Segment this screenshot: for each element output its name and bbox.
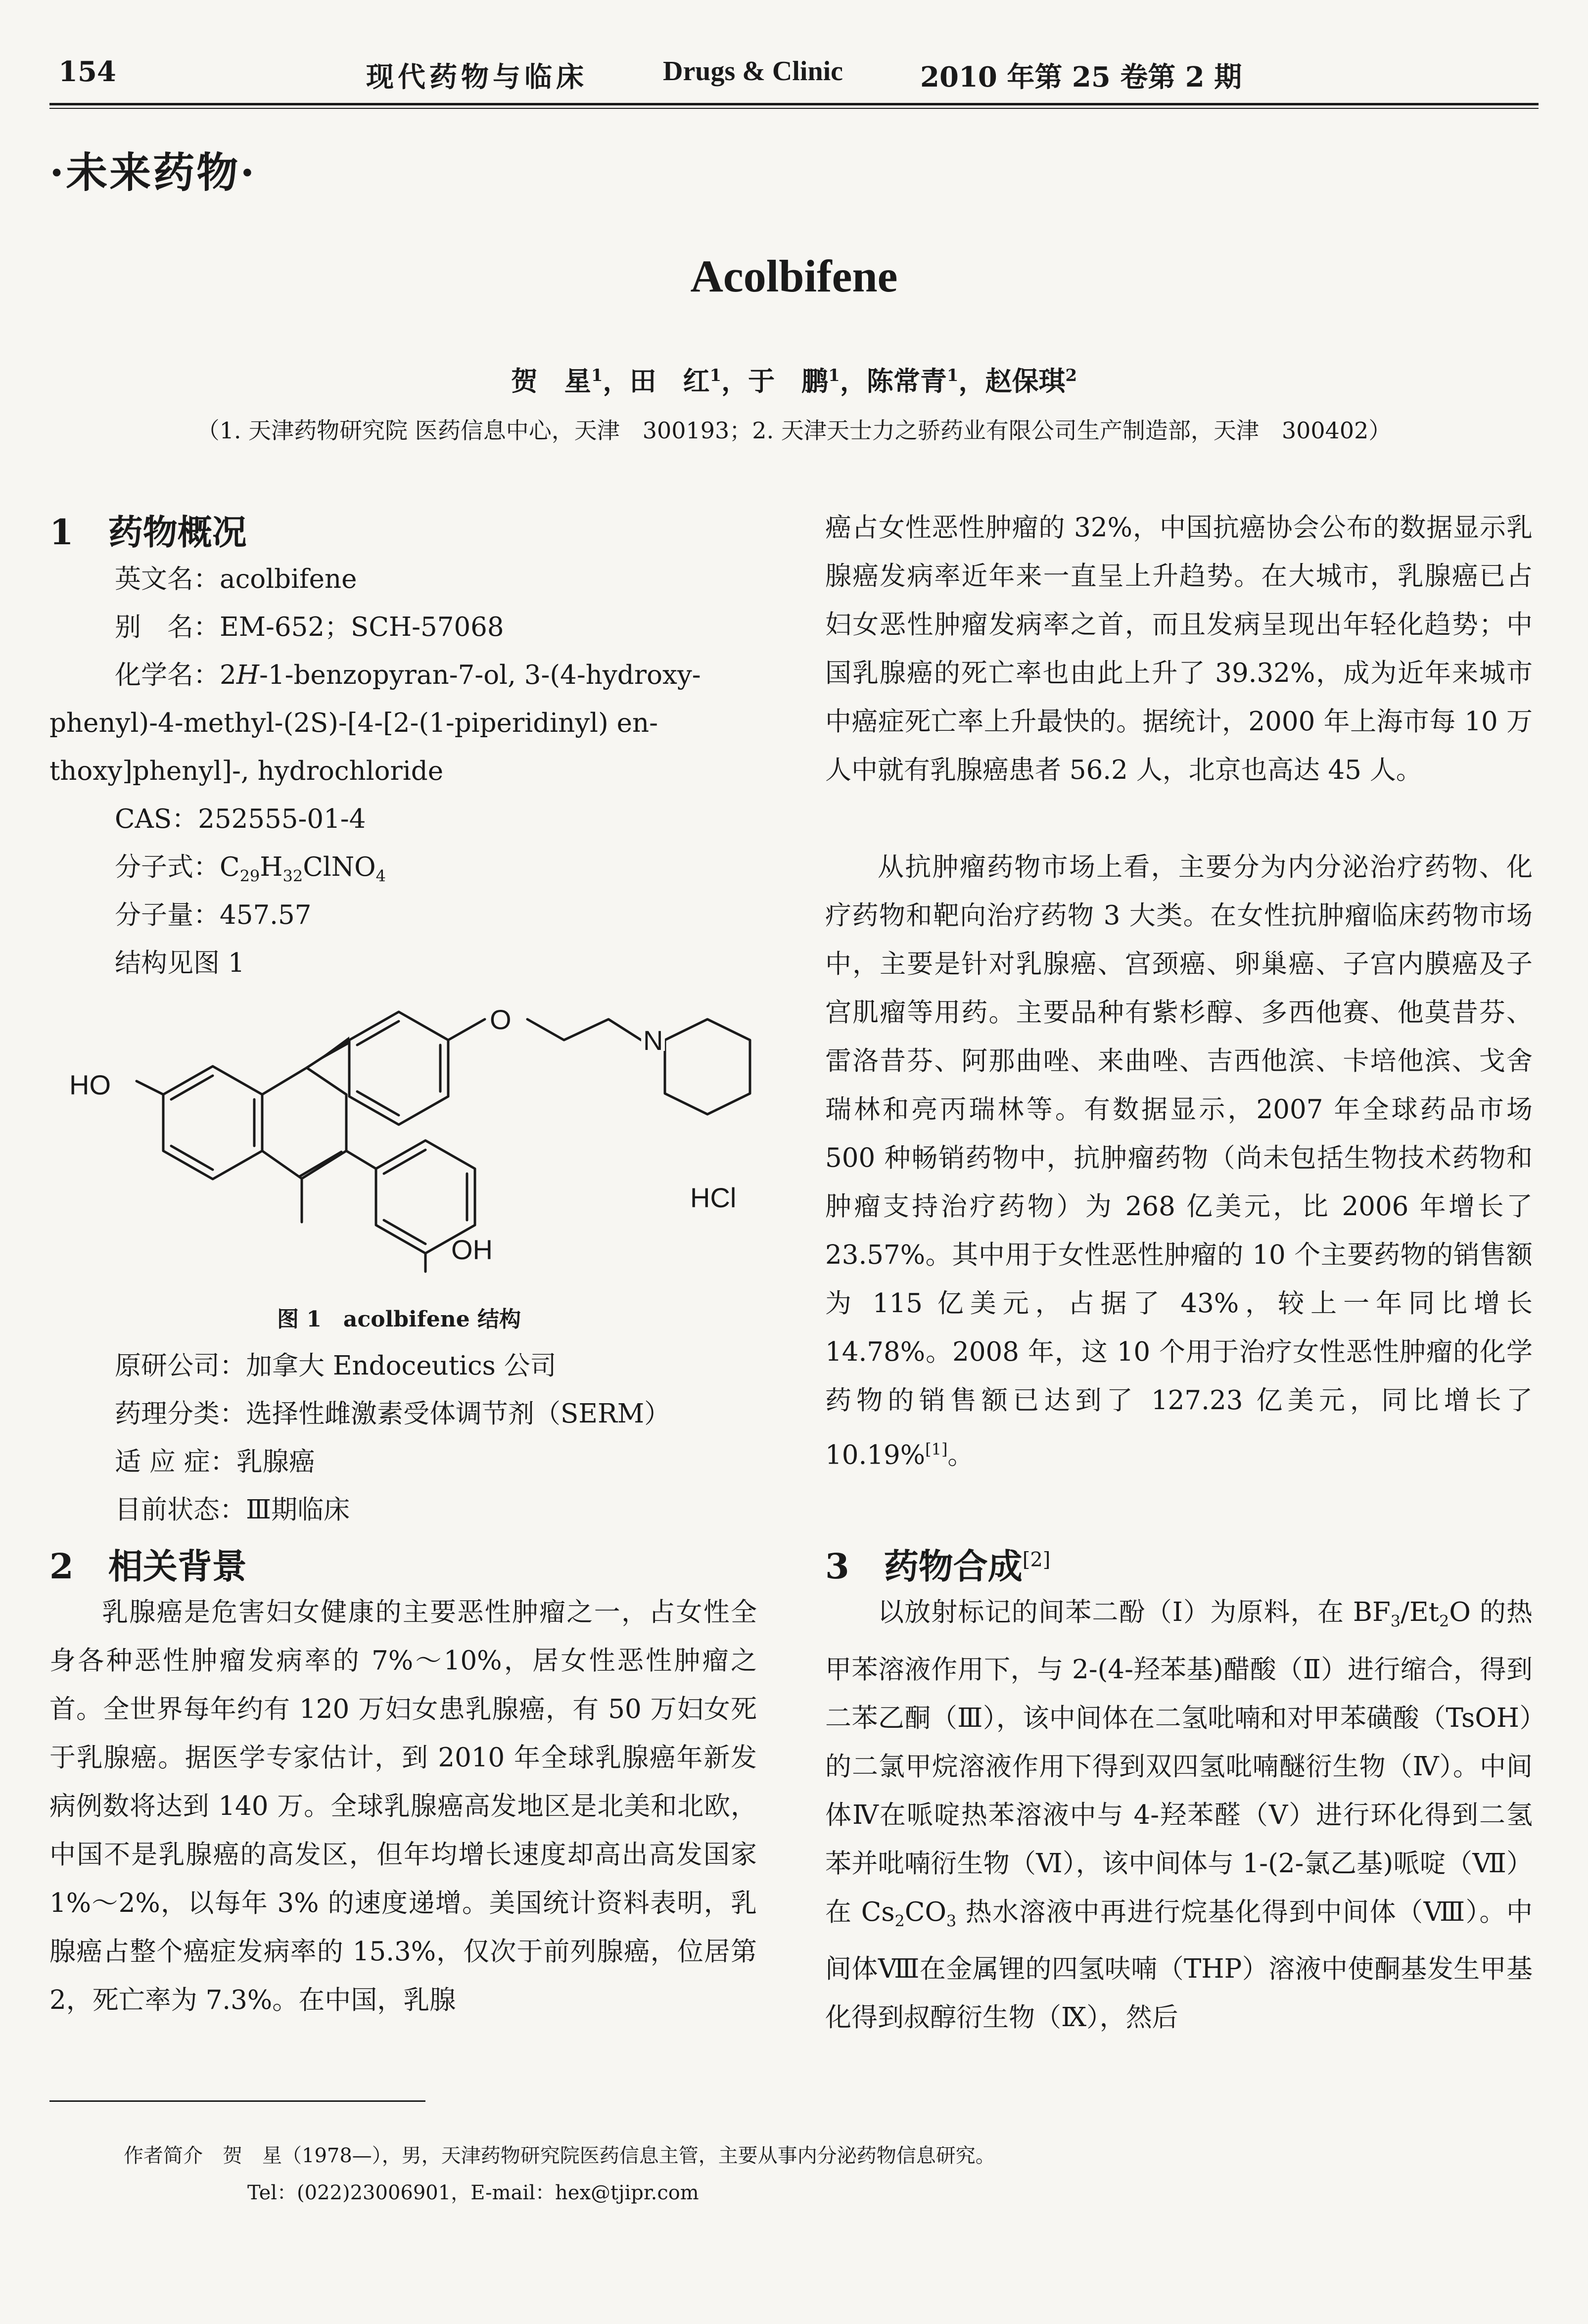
atom-label-n: N xyxy=(643,1025,663,1056)
molecular-formula: 分子式：$C_{29}H_{32}ClNO_4$ xyxy=(115,852,386,886)
author-list: 贺 星$^1$，田 红$^1$，于 鹏$^1$，陈常青$^1$，赵保琪$^2$ xyxy=(511,365,1077,397)
upper-phenyl-ring xyxy=(349,1012,448,1125)
header-rule xyxy=(49,103,1539,105)
section-2-heading: 2 相关背景 xyxy=(49,1546,247,1587)
structure-reference: 结构见图 1 xyxy=(115,948,245,978)
synthesis-paragraph: 以放射标记的间苯二酚（Ⅰ）为原料，在 $BF_3/Et_2O$ 的热甲苯溶液作用下，与 2-(4-羟苯基)醋酸（Ⅱ）进行缩合，得到二苯乙酮（Ⅲ），该中间体在二氢吡喃和对甲苯磺酸（TsOH）的二氯甲烷溶液作用下得到双四氢吡喃醚衍生物（Ⅳ）。中间体Ⅳ在哌啶热苯溶液中与 4-羟苯醛（Ⅴ）进行环化得到二氢苯并吡喃衍生物（Ⅵ），该中间体与 1-(2-氯乙基)哌啶（Ⅶ）在 $Cs_2CO_3$ 热水溶液中再进行烷基化得到中间体（Ⅷ）。中间体Ⅷ在金属锂的四氢呋喃（THP）溶液中使酮基发生甲基化得到叔醇衍生物（Ⅸ），然后 xyxy=(825,1597,1533,2033)
header-rule-thin xyxy=(49,108,1539,109)
pharmacological-class: 药理分类：选择性雌激素受体调节剂（SERM） xyxy=(115,1399,671,1429)
ring-a xyxy=(163,1066,262,1179)
section-3-heading: 3 药物合成[2] xyxy=(825,1546,1051,1587)
chemical-name-line-1: 化学名：2H-1-benzopyran-7-ol, 3-(4-hydroxy- xyxy=(115,660,701,690)
pyran-ring xyxy=(262,1068,346,1179)
page-number: 154 xyxy=(58,55,116,88)
originator-company: 原研公司：加拿大 Endoceutics 公司 xyxy=(115,1351,557,1381)
affiliation: （1. 天津药物研究院 医药信息中心，天津 300193；2. 天津天士力之骄药业有限公司生产制造部，天津 300402） xyxy=(196,417,1392,444)
footnote-rule xyxy=(49,2100,425,2102)
atom-label-o: O xyxy=(490,1004,512,1035)
atom-label-hcl: HCl xyxy=(690,1182,737,1213)
atom-label-oh: OH xyxy=(451,1234,493,1265)
author-contact: Tel：(022)23006901，E-mail：hex@tjipr.com xyxy=(247,2182,699,2204)
article-title: Acolbifene xyxy=(690,251,898,301)
alias: 别 名：EM-652；SCH-57068 xyxy=(115,612,504,642)
author-2: 田 红 xyxy=(629,365,710,397)
issue-info: 2010 年第 25 卷第 2 期 xyxy=(920,61,1242,94)
citation-2[interactable]: [2] xyxy=(1022,1548,1051,1571)
author-1: 贺 星 xyxy=(511,365,591,397)
journal-title-cn: 现代药物与临床 xyxy=(366,61,588,94)
development-status: 目前状态：Ⅲ期临床 xyxy=(115,1495,350,1525)
atom-label-ho: HO xyxy=(69,1069,111,1100)
citation-1[interactable]: [1] xyxy=(925,1440,948,1459)
journal-title-en: Drugs & Clinic xyxy=(663,56,843,87)
author-4: 陈常青 xyxy=(866,365,947,397)
author-3: 于 鹏 xyxy=(748,365,829,397)
background-paragraph-1: 乳腺癌是危害妇女健康的主要恶性肿瘤之一，占女性全身各种恶性肿瘤发病率的 7%～10%，居女性恶性肿瘤之首。全世界每年约有 120 万妇女患乳腺癌，有 50 万妇女死于乳腺癌。据医学专家估计，到 2010 年全球乳腺癌年新发病例数将达到 140 万。全球乳腺癌高发地区是北美和北欧，中国不是乳腺癌的高发区，但年均增长速度却高出高发国家 1%～2%，以每年 3% 的速度递增。美国统计资料表明，乳腺癌占整个癌症发病率的 15.3%，仅次于前列腺癌，位居第 2，死亡率为 7.3%。在中国，乳腺 xyxy=(49,1597,757,2015)
piperidine-ring xyxy=(665,1019,750,1114)
background-paragraph-1-continued: 癌占女性恶性肿瘤的 32%，中国抗癌协会公布的数据显示乳腺癌发病率近年来一直呈上升趋势。在大城市，乳腺癌已占妇女恶性肿瘤发病率之首，而且发病呈现出年轻化趋势；中国乳腺癌的死亡率也由此上升了 39.32%，成为近年来城市中癌症死亡率上升最快的。据统计，2000 年上海市每 10 万人中就有乳腺癌患者 56.2 人，北京也高达 45 人。 xyxy=(825,513,1533,785)
molecular-weight: 分子量：457.57 xyxy=(115,900,312,930)
acolbifene-structure-diagram xyxy=(49,985,782,1291)
author-5: 赵保琪 xyxy=(985,365,1066,397)
english-name: 英文名：acolbifene xyxy=(115,564,357,594)
author-bio: 作者简介 贺 星（1978—），男，天津药物研究院医药信息主管，主要从事内分泌药物信息研究。 xyxy=(124,2144,995,2167)
chemical-name-line-2: phenyl)-4-methyl-(2S)-[4-[2-(1-piperidinyl) en- xyxy=(49,708,658,738)
indication: 适 应 症：乳腺癌 xyxy=(115,1447,315,1477)
section-1-heading: 1 药物概况 xyxy=(49,512,247,553)
chemical-name-line-3: thoxy]phenyl]-, hydrochloride xyxy=(49,756,444,786)
background-paragraph-2: 从抗肿瘤药物市场上看，主要分为内分泌治疗药物、化疗药物和靶向治疗药物 3 大类。在女性抗肿瘤临床药物市场中，主要是针对乳腺癌、宫颈癌、卵巢癌、子宫内膜癌及子宫肌瘤等用药。主要品种有紫杉醇、多西他赛、他莫昔芬、雷洛昔芬、阿那曲唑、来曲唑、吉西他滨、卡培他滨、戈舍瑞林和亮丙瑞林等。有数据显示，2007 年全球药品市场 500 种畅销药物中，抗肿瘤药物（尚未包括生物技术药物和肿瘤支持治疗药物）为 268 亿美元，比 2006 年增长了 23.57%。其中用于女性恶性肿瘤的 10 个主要药物的销售额为 115 亿美元，占据了 43%，较上一年同比增长 14.78%。2008 年，这 10 个用于治疗女性恶性肿瘤的化学药物的销售额已达到了 127.23 亿美元，同比增长了 10.19%[1]。 xyxy=(825,852,1533,1470)
figure-caption: 图 1 acolbifene 结构 xyxy=(277,1307,521,1332)
column-label: ·未来药物· xyxy=(49,148,257,197)
cas-number: CAS：252555-01-4 xyxy=(115,804,366,834)
